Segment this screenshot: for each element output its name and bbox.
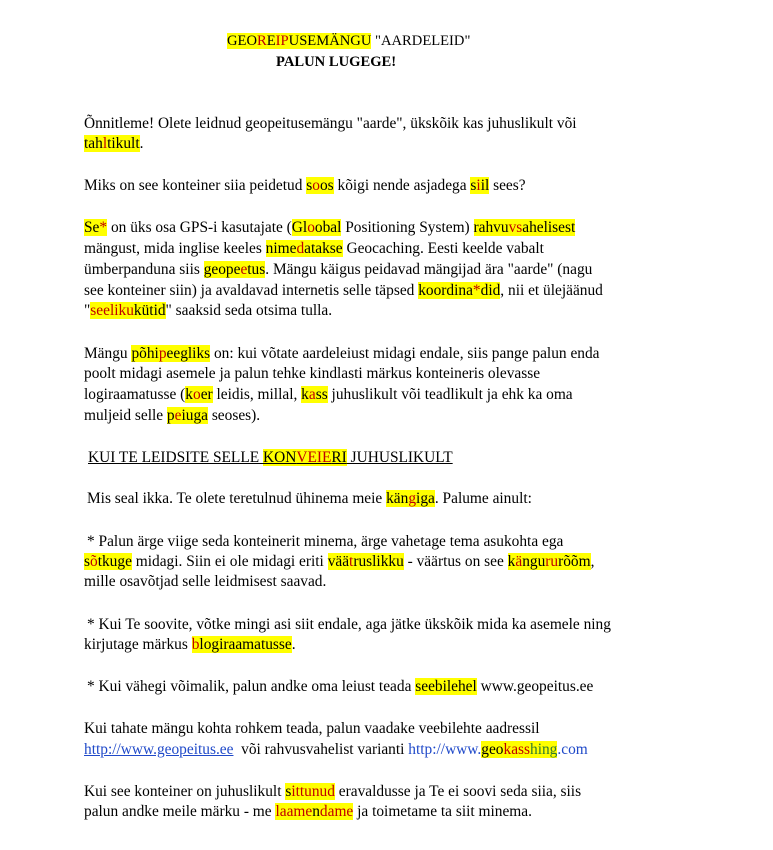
para3-line1 (84, 218, 575, 238)
w: rõõm (558, 553, 591, 570)
para3-line4 (84, 281, 603, 301)
t: palun andke meile märku - me (84, 803, 276, 820)
t: , (590, 553, 595, 570)
w: ngu (522, 553, 546, 570)
highlight-word (84, 135, 140, 152)
bullet1-line2 (84, 552, 594, 572)
title-part: "AARDELEID" (371, 33, 471, 49)
section-heading (88, 448, 453, 468)
t: Mis seal ikka. Te olete teretulnud ühinema meie (87, 490, 387, 507)
w: rahvu (473, 219, 509, 236)
title-part: I (275, 33, 281, 49)
w: tkuge (97, 553, 132, 570)
w: o (193, 386, 201, 403)
t: kõigi nende asjadega (333, 177, 471, 194)
w: eegliks (166, 345, 211, 362)
w: s (516, 219, 523, 236)
para3-line5 (84, 301, 332, 321)
highlight-word (474, 219, 576, 236)
w: l (102, 135, 108, 152)
highlight-word (192, 636, 292, 653)
w: did (480, 282, 501, 299)
w: d (296, 240, 305, 257)
para3-line2 (84, 239, 544, 259)
para1-line1: Õnnitleme! Olete leidnud geopeitusemängu "aarde", ükskõik kas juhuslikult või (84, 115, 577, 132)
w: k (507, 553, 516, 570)
highlight-word (131, 345, 210, 362)
w: tah (84, 135, 103, 152)
highlight-word: seebilehel (415, 678, 477, 695)
t: sees? (489, 177, 526, 194)
highlight-word (266, 240, 343, 257)
t: ümberpanduna siis (84, 261, 204, 278)
title-part: P (280, 33, 289, 49)
t: " (84, 302, 91, 319)
w: ga (420, 490, 435, 507)
t: leidis, millal, (212, 386, 302, 403)
t: " saaksid seda otsima tulla. (165, 302, 333, 319)
w: n (312, 803, 320, 820)
t: Miks on see konteiner siia peidetud (84, 177, 307, 194)
highlight-word (204, 261, 266, 278)
w: iuga (181, 407, 208, 424)
w: s (470, 177, 477, 194)
t: * Kui vähegi võimalik, palun andke oma leiust teada (87, 678, 416, 695)
t: eravaldusse ja Te ei soovi seda siia, siis (334, 783, 582, 800)
w: a (308, 386, 316, 403)
para6-line2 (84, 740, 588, 760)
w: kütid (133, 302, 166, 319)
t: on: kui võtate aardeleiust midagi endale, siis pange palun enda (210, 345, 600, 362)
para3-line3 (84, 260, 592, 280)
w: e (174, 407, 182, 424)
t: juhuslikult või teadlikult ja ehk ka oma (327, 386, 573, 403)
highlight-word (275, 803, 353, 820)
para4-line4 (84, 406, 260, 426)
w: s (285, 783, 292, 800)
t: Geocaching. Eesti keelde vabalt (342, 240, 544, 257)
t: KUI TE LEIDSITE SELLE (88, 449, 263, 466)
w: il (480, 177, 490, 194)
geocaching-link[interactable] (408, 741, 587, 758)
t: logiraamatusse ( (84, 386, 186, 403)
w: .com (557, 741, 588, 758)
highlight-word (84, 219, 107, 236)
w: ru (545, 553, 559, 570)
w: * (99, 219, 108, 236)
highlight-word (185, 386, 212, 403)
bullet3-line1 (87, 677, 593, 697)
w: obal (314, 219, 342, 236)
w: ittunud (291, 783, 335, 800)
w: t (349, 553, 354, 570)
w: p (166, 407, 175, 424)
t: . (291, 636, 296, 653)
w: vää (327, 553, 350, 570)
w: RI (331, 449, 347, 466)
w: ss (315, 386, 328, 403)
t: või rahvusvahelist varianti (233, 741, 409, 758)
bullet2-line2 (84, 635, 296, 655)
w: nime (265, 240, 297, 257)
w: s (306, 177, 313, 194)
w: g (408, 490, 417, 507)
w: geo (481, 741, 504, 758)
w: o (307, 219, 315, 236)
t: Positioning System) (341, 219, 474, 236)
para4-line1 (84, 344, 600, 364)
w: ahelisest (522, 219, 576, 236)
bullet1-line3: mille osavõtjad selle leidmisest saavad. (84, 573, 327, 590)
t: , nii et ülejäänud (500, 282, 603, 299)
w: koordina (418, 282, 473, 299)
w: os (319, 177, 334, 194)
w: laame (275, 803, 313, 820)
w: KON (262, 449, 297, 466)
highlight-word (306, 177, 333, 194)
highlight-word (386, 490, 435, 507)
t: muljeid selle (84, 407, 167, 424)
w: kän (386, 490, 409, 507)
t: see konteiner siin) ja avaldavad internetis selle täpsed (84, 282, 419, 299)
t: www.geopeitus.ee (476, 678, 594, 695)
t: Mängu (84, 345, 132, 362)
para1-line2 (84, 134, 143, 154)
w: põhi (131, 345, 159, 362)
w: b (191, 636, 200, 653)
para7-line2 (84, 802, 532, 822)
document-title (227, 31, 470, 51)
w: dame (319, 803, 354, 820)
w: Gl (291, 219, 308, 236)
w: i (476, 177, 481, 194)
w: seeliku (90, 302, 134, 319)
w: i (416, 490, 421, 507)
highlight-word (263, 449, 347, 466)
w: VEIE (296, 449, 332, 466)
w: Se (84, 219, 100, 236)
para2-line1 (84, 176, 526, 196)
t: Kui see konteiner on juhuslikult (84, 783, 286, 800)
highlight-word (508, 553, 591, 570)
para6-line1: Kui tahate mängu kohta rohkem teada, palun vaadake veebilehte aadressil (84, 720, 540, 737)
w: ruslikku (353, 553, 404, 570)
w: kass (503, 741, 531, 758)
highlight-word (301, 386, 328, 403)
w: ä (515, 553, 523, 570)
w: logiraamatusse (199, 636, 292, 653)
w: t (107, 135, 112, 152)
w: p (158, 345, 167, 362)
w: tus (247, 261, 266, 278)
w: s (84, 553, 90, 570)
para4-line2: poolt midagi asemele ja palun tehke kindlasti märkus konteineris olevasse (84, 365, 541, 382)
t: . Palume ainult: (434, 490, 532, 507)
t: JUHUSLIKULT (346, 449, 453, 466)
title-part: E (266, 33, 276, 49)
highlight-word (90, 302, 165, 319)
para4-line3 (84, 385, 573, 405)
w: k (185, 386, 193, 403)
t: mängust, mida inglise keeles (84, 240, 266, 257)
bullet2-line1: * Kui Te soovite, võtke mingi asi siit endale, aga jätke ükskõik mida ka asemele ning (87, 616, 611, 633)
w: e (240, 261, 248, 278)
t: midagi. Siin ei ole midagi eriti (131, 553, 328, 570)
title-part: GEO (227, 33, 257, 49)
w: er (200, 386, 213, 403)
t: seoses). (207, 407, 261, 424)
t: kirjutage märkus (84, 636, 192, 653)
w: ikult (111, 135, 140, 152)
highlight-word (418, 282, 500, 299)
highlight-word (481, 741, 557, 758)
w: õ (90, 553, 98, 570)
w: http://www. (408, 741, 482, 758)
w: . (139, 135, 144, 152)
w: hing (530, 741, 558, 758)
document-subtitle: PALUN LUGEGE! (276, 54, 397, 70)
w: v (508, 219, 517, 236)
geopeitus-link[interactable]: http://www.geopeitus.ee (84, 741, 234, 758)
w: * (472, 282, 481, 299)
t: on üks osa GPS-i kasutajate ( (107, 219, 292, 236)
t: - väärtus on see (403, 553, 508, 570)
highlight-word (292, 219, 342, 236)
highlight-word (84, 553, 132, 570)
highlight-word (328, 553, 404, 570)
title-highlight (227, 33, 371, 49)
w: k (301, 386, 309, 403)
w: atakse (304, 240, 343, 257)
bullet1-line1: * Palun ärge viige seda konteinerit minema, ärge vahetage tema asukohta ega (87, 533, 564, 550)
highlight-word (470, 177, 489, 194)
highlight-word (285, 783, 335, 800)
para7-line1 (84, 782, 581, 802)
highlight-word (167, 407, 208, 424)
w: o (312, 177, 320, 194)
title-part: R (257, 33, 267, 49)
w: geope (203, 261, 241, 278)
title-part: USEMÄNGU (288, 33, 372, 49)
t: . Mängu käigus peidavad mängijad ära "aarde" (nagu (265, 261, 593, 278)
t: ja toimetame ta siit minema. (353, 803, 532, 820)
para5-line1 (87, 489, 532, 509)
